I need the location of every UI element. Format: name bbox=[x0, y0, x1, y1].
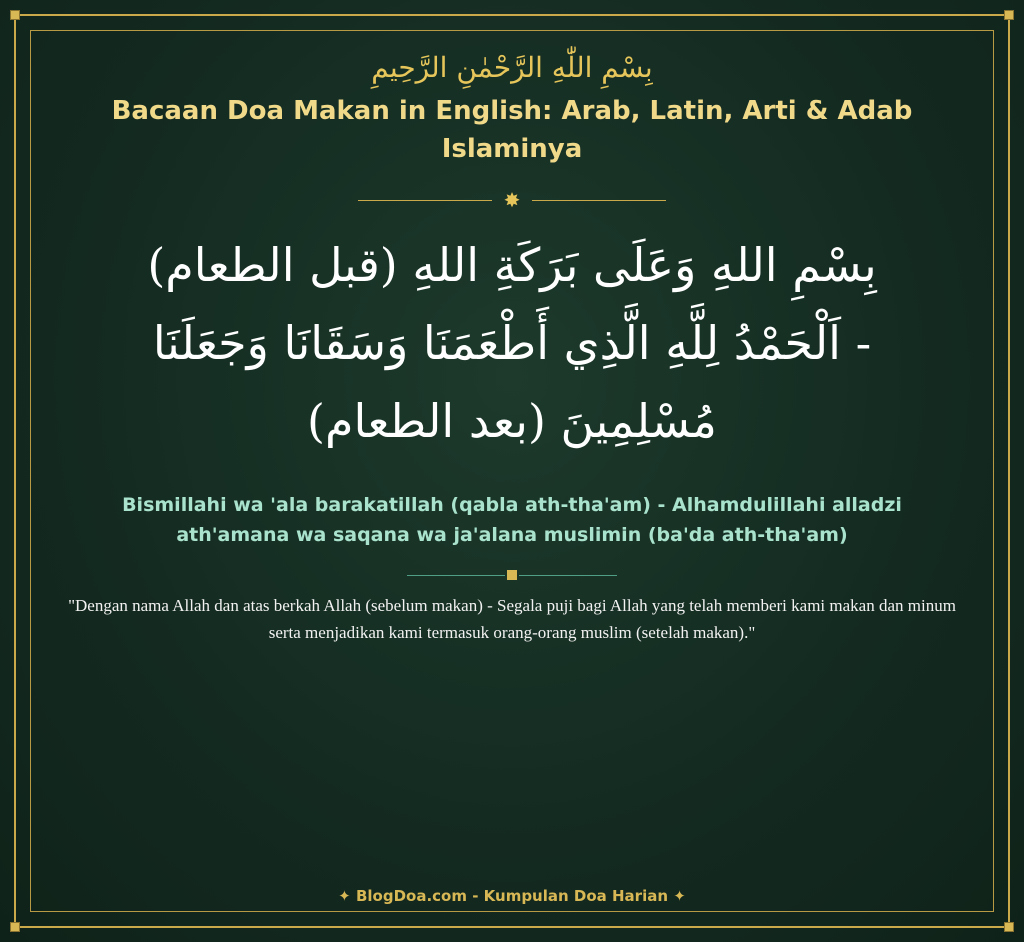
basmala-heading: بِسْمِ اللّٰهِ الرَّحْمٰنِ الرَّحِيمِ bbox=[371, 51, 653, 84]
latin-transliteration: Bismillahi wa 'ala barakatillah (qabla ath-tha'am) - Alhamdulillahi alladzi ath'amana wa saqana wa ja'alana muslimin (ba'da ath-tha'am) bbox=[122, 494, 902, 546]
diamond-ornament-icon bbox=[507, 570, 517, 580]
arabic-prayer-text: بِسْمِ اللهِ وَعَلَى بَرَكَةِ اللهِ (قبل الطعام) - اَلْحَمْدُ لِلَّهِ الَّذِي أَطْعَمَنَا وَسَقَانَا وَجَعَلَنَا مُسْلِمِينَ (بعد الطعام) bbox=[147, 238, 877, 448]
corner-ornament-bottom-right bbox=[1004, 922, 1014, 932]
small-divider-line-right bbox=[519, 575, 617, 576]
footer-credit: ✦ BlogDoa.com - Kumpulan Doa Harian ✦ bbox=[338, 887, 686, 905]
indonesian-translation: "Dengan nama Allah dan atas berkah Allah (sebelum makan) - Segala puji bagi Allah yang telah memberi kami makan dan minum serta menjadikan kami termasuk orang-orang muslim (setelah makan)." bbox=[68, 596, 956, 642]
corner-ornament-bottom-left bbox=[10, 922, 20, 932]
page-title: Bacaan Doa Makan in English: Arab, Latin, Arti & Adab Islaminya bbox=[111, 96, 913, 164]
corner-ornament-top-left bbox=[10, 10, 20, 20]
star-ornament-icon: ✸ bbox=[503, 188, 521, 212]
divider-line-right bbox=[532, 200, 666, 201]
corner-ornament-top-right bbox=[1004, 10, 1014, 20]
ornament-divider bbox=[60, 190, 964, 210]
divider-line-left bbox=[358, 200, 492, 201]
small-divider bbox=[60, 568, 964, 582]
card-content bbox=[60, 48, 964, 646]
small-divider-line-left bbox=[407, 575, 505, 576]
